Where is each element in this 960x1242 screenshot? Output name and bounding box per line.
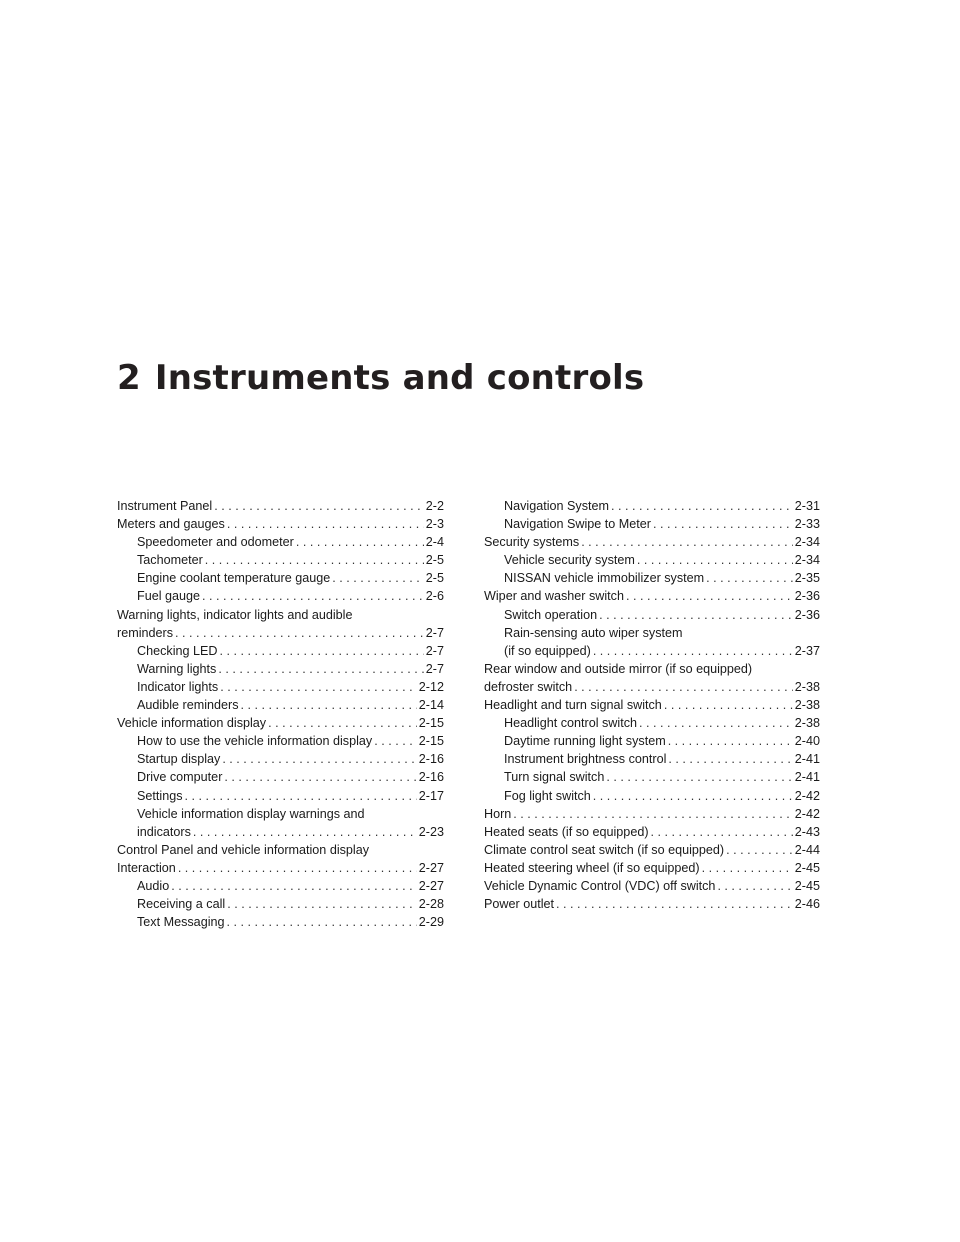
toc-entry[interactable] bbox=[117, 533, 444, 551]
toc-entry-title-line: Rain-sensing auto wiper system bbox=[504, 625, 683, 640]
toc-entry-title-line: Warning lights, indicator lights and audible bbox=[117, 607, 353, 622]
toc-entry[interactable] bbox=[117, 696, 444, 714]
dot-leader bbox=[726, 841, 793, 859]
toc-entry[interactable] bbox=[117, 732, 444, 750]
toc-entry-page: 2-7 bbox=[425, 625, 444, 640]
toc-entry[interactable] bbox=[117, 660, 444, 678]
toc-entry-title: Headlight and turn signal switch bbox=[484, 698, 662, 713]
toc-entry-title: How to use the vehicle information display bbox=[137, 734, 373, 749]
toc-entry-page: 2-5 bbox=[425, 553, 444, 568]
toc-entry-title: Horn bbox=[484, 806, 512, 821]
toc-entry[interactable] bbox=[484, 805, 820, 823]
toc-entry[interactable] bbox=[484, 732, 820, 750]
toc-entry-title: Tachometer bbox=[137, 553, 203, 568]
dot-leader bbox=[668, 732, 793, 750]
toc-entry-title: Interaction bbox=[117, 860, 176, 875]
toc-entry[interactable] bbox=[117, 877, 444, 895]
toc-left-column bbox=[117, 497, 444, 931]
dot-leader bbox=[653, 515, 793, 533]
toc-entry[interactable] bbox=[117, 606, 444, 642]
toc-entry-page: 2-40 bbox=[794, 734, 820, 749]
toc-entry[interactable] bbox=[117, 678, 444, 696]
toc-entry-title: Receiving a call bbox=[137, 897, 226, 912]
toc-entry-title: Vehicle information display bbox=[117, 716, 267, 731]
toc-entry-page: 2-36 bbox=[794, 607, 820, 622]
toc-entry-page: 2-42 bbox=[794, 788, 820, 803]
toc-entry-title: reminders bbox=[117, 625, 173, 640]
toc-entry[interactable] bbox=[117, 768, 444, 786]
toc-entry-title: Checking LED bbox=[137, 643, 218, 658]
toc-entry[interactable] bbox=[484, 823, 820, 841]
dot-leader bbox=[599, 606, 793, 624]
dot-leader bbox=[227, 913, 417, 931]
toc-entry-title-line: Vehicle information display warnings and bbox=[137, 806, 365, 821]
toc-entry-page: 2-5 bbox=[425, 571, 444, 586]
toc-entry[interactable] bbox=[484, 533, 820, 551]
toc-entry-title-line: Control Panel and vehicle information display bbox=[117, 842, 370, 857]
toc-entry-title: Heated steering wheel (if so equipped) bbox=[484, 860, 700, 875]
toc-entry-page: 2-7 bbox=[425, 643, 444, 658]
dot-leader bbox=[220, 642, 424, 660]
toc-entry[interactable] bbox=[484, 696, 820, 714]
toc-entry-title: Warning lights bbox=[137, 661, 217, 676]
dot-leader bbox=[205, 551, 424, 569]
toc-entry[interactable] bbox=[117, 787, 444, 805]
dot-leader bbox=[178, 859, 417, 877]
dot-leader bbox=[175, 624, 424, 642]
toc-entry-title: Meters and gauges bbox=[117, 517, 225, 532]
toc-entry-page: 2-45 bbox=[794, 878, 820, 893]
toc-entry[interactable] bbox=[117, 750, 444, 768]
toc-entry[interactable] bbox=[484, 624, 820, 660]
dot-leader bbox=[332, 569, 424, 587]
toc-entry[interactable] bbox=[484, 787, 820, 805]
toc-entry[interactable] bbox=[484, 606, 820, 624]
toc-entry-page: 2-29 bbox=[418, 915, 444, 930]
dot-leader bbox=[593, 642, 793, 660]
toc-entry-page: 2-28 bbox=[418, 897, 444, 912]
dot-leader bbox=[513, 805, 792, 823]
toc-entry[interactable] bbox=[484, 714, 820, 732]
dot-leader bbox=[171, 877, 417, 895]
toc-entry[interactable] bbox=[117, 587, 444, 605]
toc-entry-title: Vehicle Dynamic Control (VDC) off switch bbox=[484, 878, 716, 893]
dot-leader bbox=[268, 714, 417, 732]
dot-leader bbox=[702, 859, 793, 877]
dot-leader bbox=[214, 497, 424, 515]
dot-leader bbox=[227, 895, 417, 913]
toc-right-column bbox=[484, 497, 820, 913]
toc-entry-page: 2-33 bbox=[794, 517, 820, 532]
dot-leader bbox=[241, 696, 417, 714]
toc-entry-page: 2-27 bbox=[418, 860, 444, 875]
toc-entry[interactable] bbox=[484, 750, 820, 768]
toc-entry[interactable] bbox=[484, 877, 820, 895]
dot-leader bbox=[581, 533, 793, 551]
toc-entry[interactable] bbox=[117, 497, 444, 515]
toc-entry-title: Audible reminders bbox=[137, 698, 239, 713]
toc-entry[interactable] bbox=[117, 642, 444, 660]
dot-leader bbox=[218, 660, 423, 678]
dot-leader bbox=[637, 551, 793, 569]
toc-entry-title: Navigation Swipe to Meter bbox=[504, 517, 651, 532]
chapter-name: Instruments and controls bbox=[154, 358, 645, 398]
toc-entry-title: Startup display bbox=[137, 752, 221, 767]
toc-entry-page: 2-37 bbox=[794, 643, 820, 658]
dot-leader bbox=[706, 569, 793, 587]
toc-entry-title: Heated seats (if so equipped) bbox=[484, 824, 649, 839]
toc-entry-title: indicators bbox=[137, 824, 191, 839]
dot-leader bbox=[651, 823, 793, 841]
toc-entry-title: Turn signal switch bbox=[504, 770, 605, 785]
toc-entry-page: 2-38 bbox=[794, 679, 820, 694]
toc-entry-page: 2-34 bbox=[794, 535, 820, 550]
toc-entry[interactable] bbox=[117, 515, 444, 533]
toc-entry[interactable] bbox=[117, 569, 444, 587]
toc-entry-page: 2-36 bbox=[794, 589, 820, 604]
chapter-title bbox=[117, 358, 644, 398]
toc-entry-page: 2-2 bbox=[425, 499, 444, 513]
toc-entry-page: 2-38 bbox=[794, 698, 820, 713]
toc-entry-title: Climate control seat switch (if so equipped) bbox=[484, 842, 725, 857]
toc-entry-page: 2-4 bbox=[425, 535, 444, 550]
toc-entry-page: 2-12 bbox=[418, 679, 444, 694]
toc-entry-page: 2-31 bbox=[794, 499, 820, 513]
toc-entry-title: NISSAN vehicle immobilizer system bbox=[504, 571, 705, 586]
toc-entry-page: 2-43 bbox=[794, 824, 820, 839]
toc-entry-title: (if so equipped) bbox=[504, 643, 591, 658]
toc-entry-title: Settings bbox=[137, 788, 183, 803]
toc-entry-page: 2-23 bbox=[418, 824, 444, 839]
toc-entry[interactable] bbox=[484, 569, 820, 587]
toc-entry-page: 2-41 bbox=[794, 752, 820, 767]
toc-entry-page: 2-15 bbox=[418, 716, 444, 731]
toc-entry-page: 2-16 bbox=[418, 770, 444, 785]
toc-entry-page: 2-35 bbox=[794, 571, 820, 586]
toc-entry[interactable] bbox=[117, 551, 444, 569]
toc-entry-page: 2-6 bbox=[425, 589, 444, 604]
dot-leader bbox=[220, 678, 417, 696]
dot-leader bbox=[668, 750, 792, 768]
toc-entry-page: 2-44 bbox=[794, 842, 820, 857]
dot-leader bbox=[202, 587, 424, 605]
toc-entry-title: Engine coolant temperature gauge bbox=[137, 571, 331, 586]
dot-leader bbox=[227, 515, 424, 533]
toc-entry[interactable] bbox=[484, 895, 820, 913]
toc-entry-title: Text Messaging bbox=[137, 915, 225, 930]
chapter-number: 2 bbox=[117, 358, 141, 398]
toc-entry-title: Indicator lights bbox=[137, 679, 219, 694]
toc-entry-title: Security systems bbox=[484, 535, 580, 550]
toc-entry-page: 2-3 bbox=[425, 517, 444, 532]
toc-entry-page: 2-16 bbox=[418, 752, 444, 767]
toc-entry-title: Vehicle security system bbox=[504, 553, 635, 568]
dot-leader bbox=[193, 823, 417, 841]
toc-entry-title: Fuel gauge bbox=[137, 589, 201, 604]
dot-leader bbox=[374, 732, 417, 750]
toc-entry-page: 2-27 bbox=[418, 878, 444, 893]
toc-entry-title: Switch operation bbox=[504, 607, 598, 622]
dot-leader bbox=[574, 678, 793, 696]
toc-entry[interactable] bbox=[117, 895, 444, 913]
toc-entry[interactable] bbox=[484, 841, 820, 859]
dot-leader bbox=[626, 587, 793, 605]
toc-entry[interactable] bbox=[117, 841, 444, 877]
dot-leader bbox=[639, 714, 793, 732]
toc-entry[interactable] bbox=[484, 551, 820, 569]
toc-entry-page: 2-46 bbox=[794, 897, 820, 912]
toc-entry[interactable] bbox=[484, 587, 820, 605]
dot-leader bbox=[606, 768, 792, 786]
toc-entry-page: 2-38 bbox=[794, 716, 820, 731]
toc-entry-title: Power outlet bbox=[484, 897, 555, 912]
toc-entry[interactable] bbox=[484, 859, 820, 877]
toc-entry-page: 2-17 bbox=[418, 788, 444, 803]
toc-entry[interactable] bbox=[484, 497, 820, 515]
toc-entry-title: Fog light switch bbox=[504, 788, 591, 803]
toc-entry-title: defroster switch bbox=[484, 679, 573, 694]
toc-entry-title-line: Rear window and outside mirror (if so equipped) bbox=[484, 661, 753, 676]
toc-entry-page: 2-14 bbox=[418, 698, 444, 713]
toc-entry-title: Drive computer bbox=[137, 770, 223, 785]
toc-entry[interactable] bbox=[484, 660, 820, 696]
toc-entry-title: Headlight control switch bbox=[504, 716, 637, 731]
toc-entry-page: 2-15 bbox=[418, 734, 444, 749]
toc-entry[interactable] bbox=[484, 768, 820, 786]
toc-entry-page: 2-7 bbox=[425, 661, 444, 676]
dot-leader bbox=[224, 768, 416, 786]
toc-entry[interactable] bbox=[117, 714, 444, 732]
dot-leader bbox=[664, 696, 793, 714]
toc-entry-page: 2-41 bbox=[794, 770, 820, 785]
toc-entry-page: 2-45 bbox=[794, 860, 820, 875]
toc-entry-title: Instrument brightness control bbox=[504, 752, 667, 767]
toc-entry-title: Navigation System bbox=[504, 499, 609, 513]
toc-entry-title: Speedometer and odometer bbox=[137, 535, 294, 550]
toc-entry-title: Instrument Panel bbox=[117, 499, 213, 513]
dot-leader bbox=[185, 787, 417, 805]
toc-entry-title: Audio bbox=[137, 878, 170, 893]
toc-entry-title: Wiper and washer switch bbox=[484, 589, 624, 604]
dot-leader bbox=[296, 533, 424, 551]
toc-entry[interactable] bbox=[117, 913, 444, 931]
dot-leader bbox=[556, 895, 793, 913]
toc-entry[interactable] bbox=[117, 805, 444, 841]
dot-leader bbox=[717, 877, 792, 895]
dot-leader bbox=[611, 497, 793, 515]
toc-entry-page: 2-42 bbox=[794, 806, 820, 821]
toc-entry-page: 2-34 bbox=[794, 553, 820, 568]
toc-entry[interactable] bbox=[484, 515, 820, 533]
dot-leader bbox=[593, 787, 793, 805]
toc-entry-title: Daytime running light system bbox=[504, 734, 666, 749]
dot-leader bbox=[222, 750, 416, 768]
